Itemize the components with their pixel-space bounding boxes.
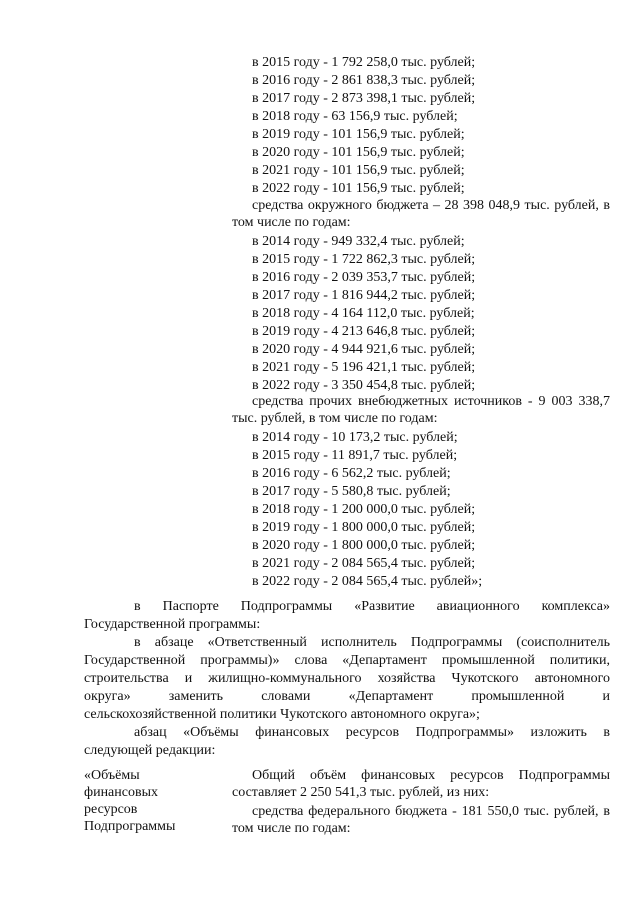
year-line: в 2018 году - 63 156,9 тыс. рублей; bbox=[252, 109, 458, 124]
paragraph-line: округа» заменить словами «Департамент промышленной и bbox=[84, 689, 610, 704]
year-line: в 2015 году - 1 722 862,3 тыс. рублей; bbox=[252, 252, 476, 267]
paragraph-line: Государственной программы)» слова «Департамент промышленной политики, bbox=[84, 653, 610, 668]
table-left-line: Подпрограммы bbox=[84, 819, 176, 834]
year-line: в 2022 году - 101 156,9 тыс. рублей; bbox=[252, 181, 465, 196]
table-left-line: финансовых bbox=[84, 785, 158, 800]
year-line: в 2019 году - 4 213 646,8 тыс. рублей; bbox=[252, 324, 476, 339]
table-total-text: Общий объём финансовых ресурсов Подпрограммы составляет 2 250 541,3 тыс. рублей, из них: bbox=[232, 768, 610, 800]
year-line: в 2021 году - 2 084 565,4 тыс. рублей; bbox=[252, 556, 476, 571]
year-line: в 2020 году - 1 800 000,0 тыс. рублей; bbox=[252, 538, 476, 553]
paragraph-line: строительства и жилищно-коммунального хозяйства Чукотского автономного bbox=[84, 671, 610, 686]
year-line: в 2017 году - 5 580,8 тыс. рублей; bbox=[252, 484, 451, 499]
other-sources-desc: средства прочих внебюджетных источников - 9 003 338,7 тыс. рублей, в том числе по годам: bbox=[232, 394, 610, 426]
table-left-line: «Объёмы bbox=[84, 768, 140, 783]
paragraph-line: Государственной программы: bbox=[84, 617, 261, 632]
year-line: в 2021 году - 5 196 421,1 тыс. рублей; bbox=[252, 360, 476, 375]
year-line: в 2022 году - 3 350 454,8 тыс. рублей; bbox=[252, 378, 476, 393]
year-line: в 2020 году - 4 944 921,6 тыс. рублей; bbox=[252, 342, 476, 357]
paragraph-line: сельскохозяйственной политики Чукотского автономного округа»; bbox=[84, 707, 480, 722]
paragraph-line: в Паспорте Подпрограммы «Развитие авиационного комплекса» bbox=[134, 599, 610, 614]
year-line: в 2018 году - 1 200 000,0 тыс. рублей; bbox=[252, 502, 476, 517]
table-federal-text: средства федерального бюджета - 181 550,0 тыс. рублей, в том числе по годам: bbox=[232, 804, 610, 836]
paragraph-line: в абзаце «Ответственный исполнитель Подпрограммы (соисполнитель bbox=[134, 635, 610, 650]
year-line: в 2016 году - 6 562,2 тыс. рублей; bbox=[252, 466, 451, 481]
table-left-label bbox=[84, 767, 175, 835]
paragraph-line: абзац «Объёмы финансовых ресурсов Подпрограммы» изложить в bbox=[134, 725, 610, 740]
year-line: в 2015 году - 11 891,7 тыс. рублей; bbox=[252, 448, 458, 463]
paragraph-line: следующей редакции: bbox=[84, 743, 216, 758]
year-line: в 2016 году - 2 861 838,3 тыс. рублей; bbox=[252, 73, 476, 88]
year-line: в 2014 году - 949 332,4 тыс. рублей; bbox=[252, 234, 465, 249]
year-line: в 2016 году - 2 039 353,7 тыс. рублей; bbox=[252, 270, 476, 285]
year-line: в 2015 году - 1 792 258,0 тыс. рублей; bbox=[252, 55, 476, 70]
district-budget-desc: средства окружного бюджета – 28 398 048,9 тыс. рублей, в том числе по годам: bbox=[232, 198, 610, 230]
year-line: в 2021 году - 101 156,9 тыс. рублей; bbox=[252, 163, 465, 178]
table-left-line: ресурсов bbox=[84, 802, 138, 817]
year-line: в 2017 году - 2 873 398,1 тыс. рублей; bbox=[252, 91, 476, 106]
year-line: в 2018 году - 4 164 112,0 тыс. рублей; bbox=[252, 306, 475, 321]
year-line: в 2014 году - 10 173,2 тыс. рублей; bbox=[252, 430, 458, 445]
year-line: в 2019 году - 101 156,9 тыс. рублей; bbox=[252, 127, 465, 142]
year-line: в 2020 году - 101 156,9 тыс. рублей; bbox=[252, 145, 465, 160]
year-line: в 2017 году - 1 816 944,2 тыс. рублей; bbox=[252, 288, 476, 303]
year-line: в 2022 году - 2 084 565,4 тыс. рублей»; bbox=[252, 574, 483, 589]
year-line: в 2019 году - 1 800 000,0 тыс. рублей; bbox=[252, 520, 476, 535]
